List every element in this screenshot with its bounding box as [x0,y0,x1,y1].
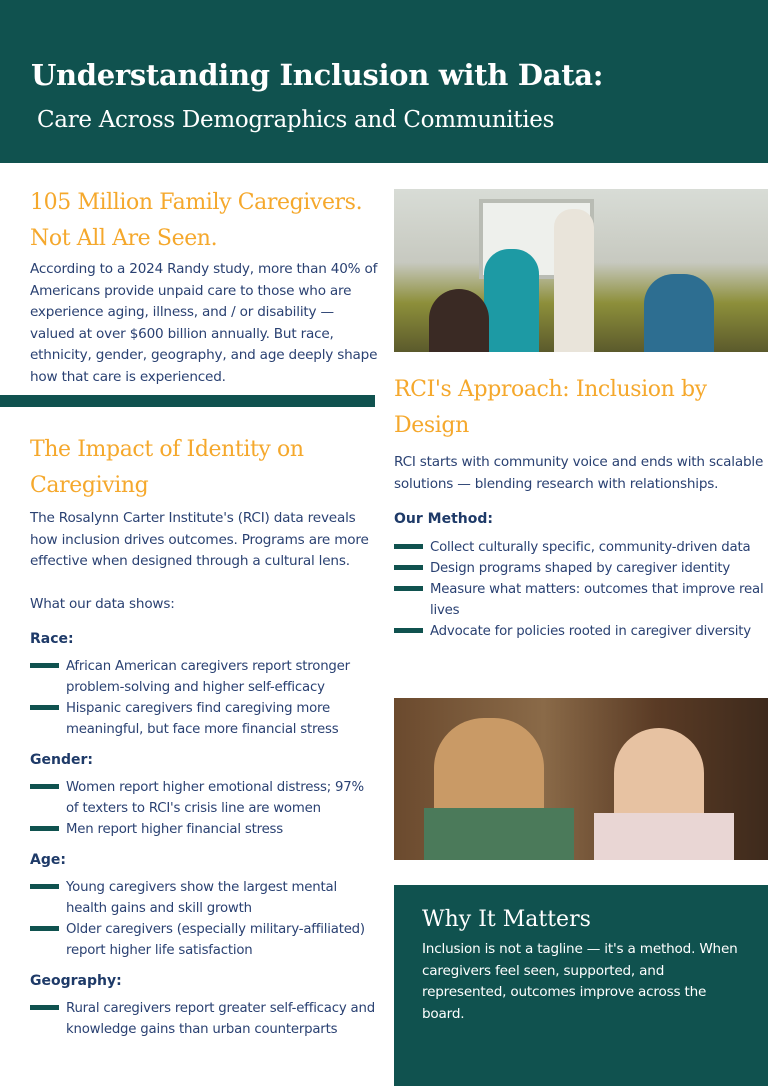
why-body: Inclusion is not a tagline — it's a method. When caregivers feel seen, supported, and represented, outcomes improve across the board. [422,941,738,1022]
why-heading: Why It Matters [422,907,591,932]
list-item: Men report higher financial stress [30,819,380,840]
method-list [394,537,764,642]
approach-heading: RCI's Approach: Inclusion by Design [394,377,707,438]
standing-person [554,209,594,352]
impact-heading: The Impact of Identity on Caregiving [30,437,304,498]
list-item: African American caregivers report stronger problem-solving and higher self-efficacy [30,656,380,698]
intro-heading-line1: 105 Million Family Caregivers. [30,190,363,215]
seated-person [644,274,714,352]
method-item: Measure what matters: outcomes that improve real lives [394,579,764,621]
approach-body: RCI starts with community voice and ends with scalable solutions — blending research with relationships. [394,454,764,492]
divider-bar [0,395,375,407]
intro-heading-line2: Not All Are Seen. [30,226,218,251]
list-item: Young caregivers show the largest mental health gains and skill growth [30,877,380,919]
impact-lead: What our data shows: [30,595,175,612]
method-item: Collect culturally specific, community-driven data [394,537,764,558]
list-item: Women report higher emotional distress; 97% of texters to RCI's crisis line are women [30,777,380,819]
seated-person [484,249,539,352]
page-subtitle: Care Across Demographics and Communities [37,107,555,133]
woman-sweater [424,808,574,860]
intro-body: According to a 2024 Randy study, more than 40% of Americans provide unpaid care to those who are experience aging, illness, and / or disability — valued at over $600 billion annually. But race, ethnicity, gender, geography, and age deeply shape how that care is experienced. [30,261,378,385]
group-list [30,656,380,740]
group-label: Gender: [30,752,93,768]
method-item: Design programs shaped by caregiver identity [394,558,764,579]
intro-section [30,185,380,388]
seated-person [429,289,489,352]
group-list [30,998,380,1040]
mother-daughter-photo [394,698,768,860]
page-title: Understanding Inclusion with Data: [31,58,604,92]
method-label: Our Method: [394,511,493,527]
group-label: Age: [30,852,66,868]
why-it-matters-box [394,885,768,1086]
method-item: Advocate for policies rooted in caregiver diversity [394,621,764,642]
list-item: Rural caregivers report greater self-efficacy and knowledge gains than urban counterparts [30,998,380,1040]
approach-section [394,372,764,642]
group-list [30,777,380,840]
impact-section [30,432,380,1040]
group-label: Race: [30,631,74,647]
list-item: Hispanic caregivers find caregiving more meaningful, but face more financial stress [30,698,380,740]
impact-body: The Rosalynn Carter Institute's (RCI) data reveals how inclusion drives outcomes. Programs are more effective when designed through a cultural lens. [30,510,369,569]
caregivers-group-photo [394,189,768,352]
group-label: Geography: [30,973,122,989]
girl-shirt [594,813,734,860]
header-banner [0,0,768,163]
list-item: Older caregivers (especially military-affiliated) report higher life satisfaction [30,919,380,961]
group-list [30,877,380,961]
